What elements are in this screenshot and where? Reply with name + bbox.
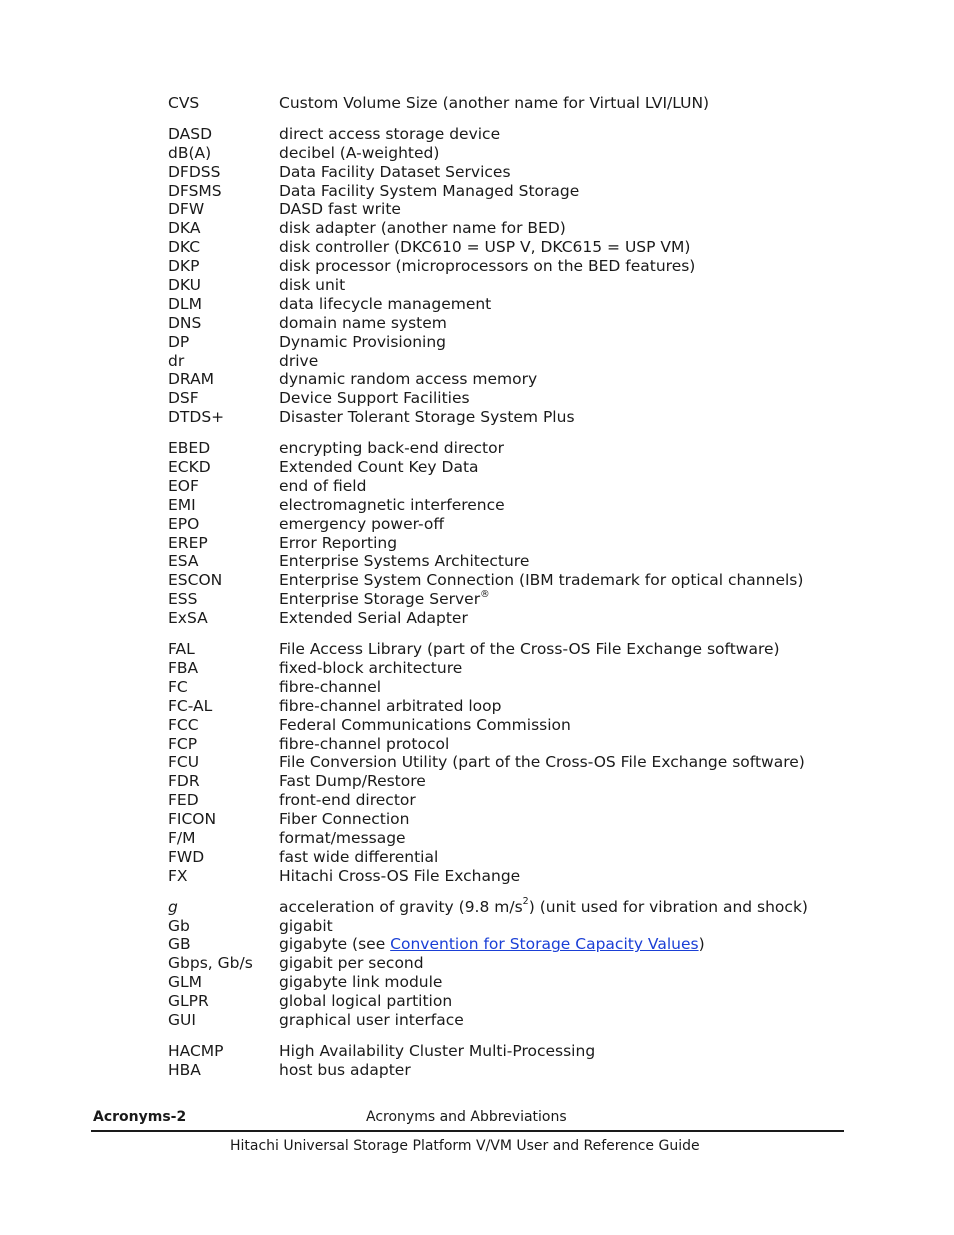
acronym-row — [168, 848, 848, 867]
acronym-term: ExSA — [168, 609, 208, 628]
acronym-definition — [279, 552, 848, 571]
acronym-definition — [279, 163, 848, 182]
acronym-definition — [279, 515, 848, 534]
acronym-term: DKA — [168, 219, 201, 238]
acronym-term: dr — [168, 351, 185, 370]
acronym-row — [168, 314, 848, 333]
acronym-definition — [279, 125, 848, 144]
acronym-definition — [279, 791, 848, 810]
acronym-term: DNS — [168, 313, 202, 332]
acronym-row — [168, 973, 848, 992]
definition-text: gigabit per second — [279, 954, 424, 973]
acronym-row — [168, 772, 848, 791]
acronym-row — [168, 515, 848, 534]
acronym-group — [168, 1042, 848, 1080]
acronym-definition — [279, 917, 848, 936]
acronym-term: FWD — [168, 847, 205, 866]
acronym-term: FAL — [168, 640, 195, 659]
acronym-term: ESCON — [168, 571, 223, 590]
acronym-term: DRAM — [168, 370, 215, 389]
acronym-definition — [279, 439, 848, 458]
acronym-row — [168, 867, 848, 886]
acronym-term: ECKD — [168, 458, 211, 477]
acronym-row — [168, 992, 848, 1011]
definition-text: electromagnetic interference — [279, 495, 505, 514]
definition-text: dynamic random access memory — [279, 370, 538, 389]
definition-text: fixed-block architecture — [279, 658, 463, 677]
acronym-row — [168, 791, 848, 810]
acronym-term: HACMP — [168, 1041, 224, 1060]
acronym-row — [168, 496, 848, 515]
acronym-definition — [279, 314, 848, 333]
acronym-definition — [279, 534, 848, 553]
acronym-term: DKC — [168, 238, 201, 257]
definition-text: Data Facility Dataset Services — [279, 162, 511, 181]
acronym-term: GB — [168, 935, 191, 954]
acronym-term: DKP — [168, 257, 200, 276]
definition-text: gigabit — [279, 916, 333, 935]
acronym-definition — [279, 1011, 848, 1030]
acronym-term: ESA — [168, 552, 199, 571]
acronym-definition — [279, 496, 848, 515]
acronym-group — [168, 640, 848, 886]
definition-text: Extended Serial Adapter — [279, 609, 468, 628]
definition-text: Extended Count Key Data — [279, 458, 479, 477]
acronym-definition — [279, 408, 848, 427]
acronym-row — [168, 1061, 848, 1080]
definition-text: fast wide differential — [279, 847, 439, 866]
acronym-row — [168, 898, 848, 917]
definition-text-tail: ) (unit used for vibration and shock) — [528, 897, 808, 916]
acronym-term: FBA — [168, 658, 199, 677]
acronym-row — [168, 716, 848, 735]
acronym-definition — [279, 389, 848, 408]
acronym-term: EPO — [168, 514, 200, 533]
definition-text: Enterprise Storage Server — [279, 590, 481, 609]
definition-text: File Conversion Utility (part of the Cross-OS File Exchange software) — [279, 753, 805, 772]
definition-text: Fast Dump/Restore — [279, 772, 426, 791]
acronym-term: FICON — [168, 810, 217, 829]
acronym-term: EREP — [168, 533, 208, 552]
acronym-definition — [279, 458, 848, 477]
acronym-term: DFW — [168, 200, 205, 219]
acronym-row — [168, 590, 848, 609]
acronym-definition — [279, 238, 848, 257]
acronym-row — [168, 735, 848, 754]
acronym-term: Gb — [168, 916, 190, 935]
acronym-definition — [279, 810, 848, 829]
acronym-row — [168, 697, 848, 716]
definition-text: decibel (A-weighted) — [279, 143, 440, 162]
superscript-mark: 2 — [522, 896, 529, 908]
definition-text: Enterprise System Connection (IBM trademark for optical channels) — [279, 571, 804, 590]
acronym-term: EOF — [168, 476, 199, 495]
acronym-term: DFDSS — [168, 162, 221, 181]
acronym-definition — [279, 609, 848, 628]
acronym-definition — [279, 867, 848, 886]
acronym-term: DSF — [168, 389, 199, 408]
acronym-definition — [279, 735, 848, 754]
acronym-term: FCC — [168, 715, 199, 734]
definition-text: front-end director — [279, 791, 416, 810]
acronym-term: EMI — [168, 495, 196, 514]
acronym-definition — [279, 219, 848, 238]
acronym-term: g — [168, 897, 178, 916]
definition-text: global logical partition — [279, 992, 453, 1011]
acronym-row — [168, 219, 848, 238]
definition-text: Disaster Tolerant Storage System Plus — [279, 408, 575, 427]
acronym-row — [168, 200, 848, 219]
guide-title: Hitachi Universal Storage Platform V/VM User and Reference Guide — [230, 1138, 700, 1154]
acronym-row — [168, 1042, 848, 1061]
definition-text: disk unit — [279, 276, 346, 295]
definition-text: gigabyte (see — [279, 935, 391, 954]
definition-text: direct access storage device — [279, 124, 501, 143]
acronym-row — [168, 935, 848, 954]
acronym-group — [168, 94, 848, 113]
acronym-term: EBED — [168, 439, 211, 458]
acronym-definition — [279, 144, 848, 163]
acronym-definition — [279, 295, 848, 314]
definition-text: fibre-channel protocol — [279, 734, 450, 753]
acronym-definition — [279, 716, 848, 735]
acronym-row — [168, 182, 848, 201]
acronym-row — [168, 125, 848, 144]
cross-reference-link[interactable]: Convention for Storage Capacity Values — [390, 935, 699, 954]
definition-text: fibre-channel — [279, 677, 382, 696]
acronym-term: F/M — [168, 828, 196, 847]
definition-text: Custom Volume Size (another name for Virtual LVI/LUN) — [279, 94, 710, 112]
page-number: Acronyms-2 — [93, 1109, 187, 1125]
acronym-definition — [279, 94, 848, 113]
acronym-definition — [279, 829, 848, 848]
acronym-row — [168, 954, 848, 973]
acronym-row — [168, 571, 848, 590]
acronym-term: FCU — [168, 753, 200, 772]
definition-text: Data Facility System Managed Storage — [279, 181, 580, 200]
acronym-row — [168, 640, 848, 659]
footer-divider — [91, 1130, 844, 1132]
acronym-row — [168, 295, 848, 314]
acronym-term: DFSMS — [168, 181, 222, 200]
acronym-row — [168, 276, 848, 295]
definition-text: disk controller (DKC610 = USP V, DKC615 = USP VM) — [279, 238, 691, 257]
acronym-definition — [279, 276, 848, 295]
acronym-definition — [279, 659, 848, 678]
acronym-term: FCP — [168, 734, 198, 753]
acronym-definition — [279, 898, 848, 917]
acronym-row — [168, 389, 848, 408]
acronym-term: FDR — [168, 772, 200, 791]
acronym-term: DASD — [168, 124, 213, 143]
acronym-definition — [279, 753, 848, 772]
acronym-row — [168, 609, 848, 628]
definition-text: Device Support Facilities — [279, 389, 470, 408]
acronym-definition — [279, 370, 848, 389]
definition-text: Error Reporting — [279, 533, 398, 552]
acronym-row — [168, 659, 848, 678]
acronym-row — [168, 458, 848, 477]
definition-text: host bus adapter — [279, 1060, 411, 1079]
acronym-row — [168, 534, 848, 553]
acronym-definition — [279, 697, 848, 716]
acronym-row — [168, 163, 848, 182]
section-title: Acronyms and Abbreviations — [366, 1109, 567, 1125]
acronym-term: CVS — [168, 94, 200, 112]
acronym-definition — [279, 352, 848, 371]
definition-text: acceleration of gravity (9.8 m/s — [279, 897, 523, 916]
acronym-row — [168, 408, 848, 427]
definition-text: Enterprise Systems Architecture — [279, 552, 530, 571]
acronym-row — [168, 144, 848, 163]
acronym-term: DKU — [168, 276, 202, 295]
acronym-definition — [279, 954, 848, 973]
acronym-term: GUI — [168, 1010, 196, 1029]
definition-text: drive — [279, 351, 319, 370]
definition-text: data lifecycle management — [279, 294, 492, 313]
acronym-term: GLPR — [168, 992, 209, 1011]
acronym-definition — [279, 571, 848, 590]
definition-text: DASD fast write — [279, 200, 401, 219]
definition-text-tail: ) — [698, 935, 705, 954]
acronym-group — [168, 125, 848, 427]
definition-text: disk processor (microprocessors on the BED features) — [279, 257, 696, 276]
acronym-row — [168, 352, 848, 371]
acronym-row — [168, 917, 848, 936]
definition-text: encrypting back-end director — [279, 439, 504, 458]
definition-text: gigabyte link module — [279, 973, 443, 992]
acronym-row — [168, 439, 848, 458]
acronym-term: DLM — [168, 294, 202, 313]
definition-text: emergency power-off — [279, 514, 445, 533]
definition-text: format/message — [279, 828, 406, 847]
acronym-definition — [279, 333, 848, 352]
acronym-row — [168, 257, 848, 276]
acronym-definition — [279, 1042, 848, 1061]
definition-text: Dynamic Provisioning — [279, 332, 447, 351]
acronym-list — [168, 94, 848, 1092]
acronym-definition — [279, 200, 848, 219]
acronym-definition — [279, 678, 848, 697]
acronym-term: FC — [168, 677, 188, 696]
acronym-definition — [279, 1061, 848, 1080]
acronym-group — [168, 898, 848, 1030]
superscript-mark: ® — [480, 589, 490, 601]
acronym-term: ESS — [168, 590, 198, 609]
acronym-row — [168, 333, 848, 352]
acronym-term: DP — [168, 332, 190, 351]
acronym-term: HBA — [168, 1060, 201, 1079]
acronym-row — [168, 810, 848, 829]
acronym-term: GLM — [168, 973, 203, 992]
acronym-row — [168, 477, 848, 496]
acronym-definition — [279, 848, 848, 867]
acronym-definition — [279, 973, 848, 992]
acronym-row — [168, 370, 848, 389]
definition-text: disk adapter (another name for BED) — [279, 219, 566, 238]
definition-text: Hitachi Cross-OS File Exchange — [279, 866, 521, 885]
definition-text: graphical user interface — [279, 1010, 464, 1029]
acronym-definition — [279, 257, 848, 276]
acronym-term: dB(A) — [168, 143, 212, 162]
acronym-term: DTDS+ — [168, 408, 225, 427]
acronym-definition — [279, 935, 848, 954]
acronym-term: FC-AL — [168, 696, 213, 715]
acronym-row — [168, 238, 848, 257]
acronym-row — [168, 552, 848, 571]
acronym-term: Gbps, Gb/s — [168, 954, 253, 973]
acronym-definition — [279, 772, 848, 791]
acronym-definition — [279, 992, 848, 1011]
definition-text: end of field — [279, 476, 367, 495]
acronym-row — [168, 678, 848, 697]
acronym-term: FX — [168, 866, 188, 885]
acronym-definition — [279, 640, 848, 659]
definition-text: Fiber Connection — [279, 810, 410, 829]
definition-text: fibre-channel arbitrated loop — [279, 696, 502, 715]
definition-text: domain name system — [279, 313, 447, 332]
acronym-row — [168, 829, 848, 848]
acronym-group — [168, 439, 848, 628]
acronym-row — [168, 1011, 848, 1030]
definition-text: High Availability Cluster Multi-Processing — [279, 1041, 596, 1060]
acronym-definition — [279, 182, 848, 201]
acronym-term: FED — [168, 791, 199, 810]
acronym-row — [168, 94, 848, 113]
acronym-definition — [279, 590, 848, 609]
definition-text: File Access Library (part of the Cross-OS File Exchange software) — [279, 640, 780, 659]
definition-text: Federal Communications Commission — [279, 715, 571, 734]
acronym-row — [168, 753, 848, 772]
acronym-definition — [279, 477, 848, 496]
